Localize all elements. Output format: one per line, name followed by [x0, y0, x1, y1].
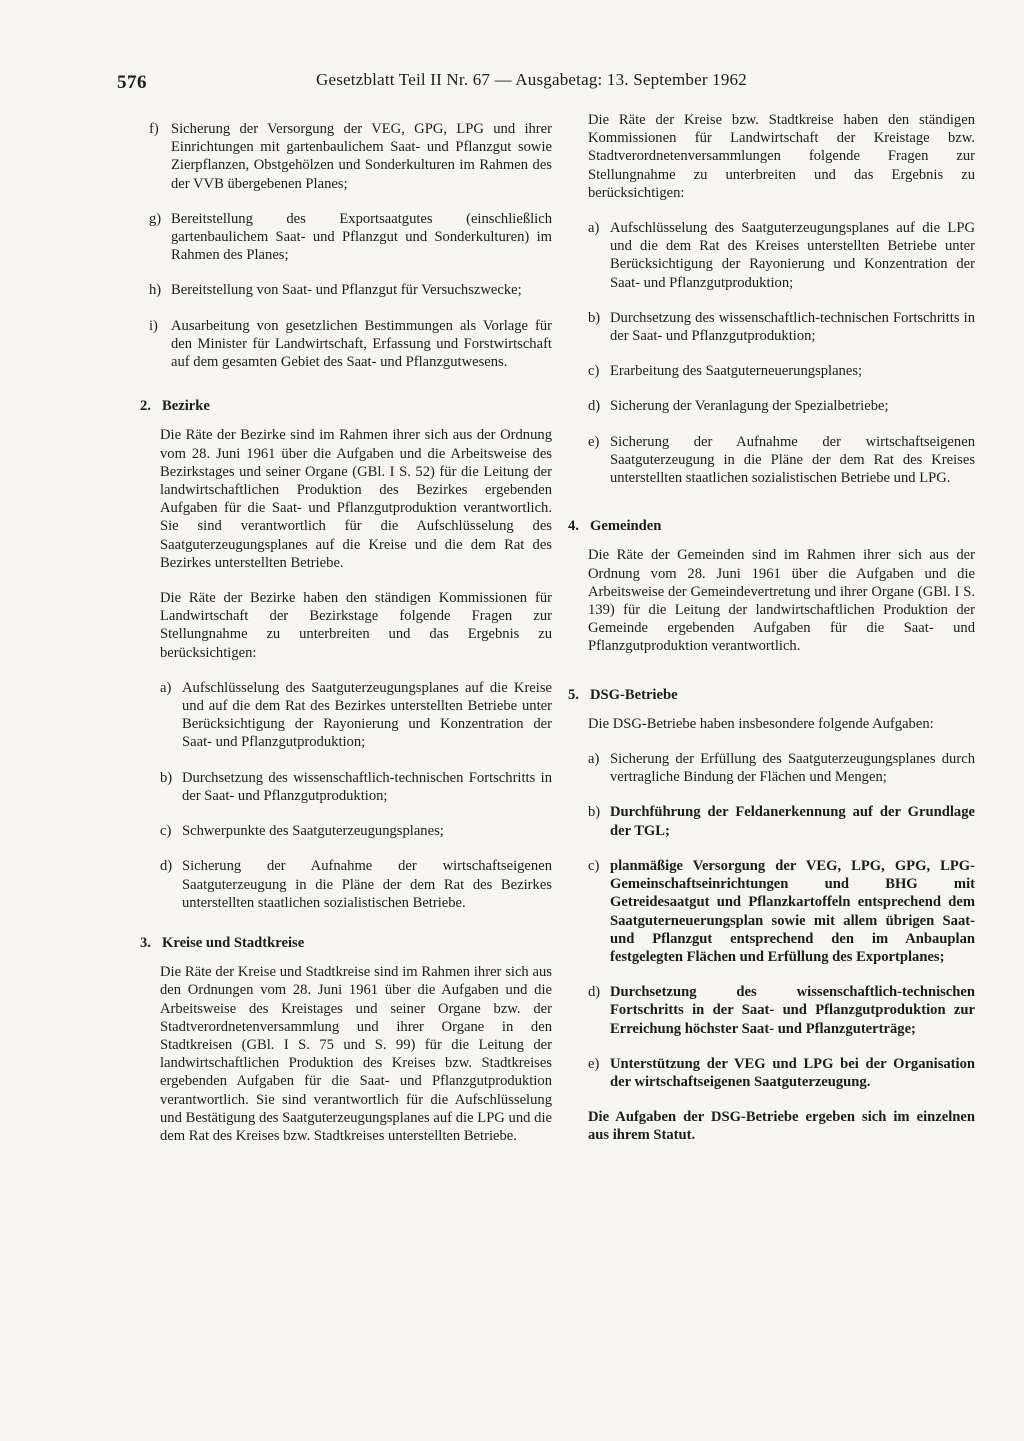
list-item [588, 750, 975, 786]
list-item [149, 317, 552, 372]
left-column [140, 120, 552, 1162]
item-text: Durchsetzung des wissenschaftlich-technischen Fortschritts in der Saat- und Pflanzgutproduktion zur Erreichung höchster Saat- und Pflanzguterträge; [610, 984, 975, 1037]
item-text: Durchsetzung des wissenschaftlich-technischen Fortschritts in der Saat- und Pflanzgutproduktion; [182, 769, 552, 804]
item-letter: f) [149, 121, 159, 137]
section-body-dsg [588, 715, 975, 1145]
item-text: Aufschlüsselung des Saatguterzeugungsplanes auf die Kreise und auf die dem Rat des Bezirkes unterstellten Betriebe unter Berücksichtigung der Rayonierung und Konzentration der Saat- und Pflanzgutproduktion; [182, 679, 552, 751]
section-heading-gemeinden [568, 517, 975, 535]
section-number: 2. [140, 398, 151, 415]
list-item [160, 769, 552, 805]
page-number: 576 [117, 72, 147, 93]
item-letter: b) [160, 769, 173, 786]
page-header: Gesetzblatt Teil II Nr. 67 — Ausgabetag: 13. September 1962 [316, 70, 747, 89]
item-text: Sicherung der Erfüllung des Saatguterzeugungsplanes durch vertragliche Bindung der Flächen und Mengen; [610, 751, 975, 786]
item-text: Erarbeitung des Saatguterneuerungsplanes; [610, 363, 863, 380]
item-letter: a) [588, 220, 600, 237]
list-item [588, 219, 975, 292]
item-text: Unterstützung der VEG und LPG bei der Organisation der wirtschaftseigenen Saatguterzeugung. [610, 1055, 975, 1090]
list-item [588, 857, 975, 966]
list-item [588, 1055, 975, 1091]
list-item [588, 397, 975, 415]
item-text: planmäßige Versorgung der VEG, LPG, GPG, LPG-Gemeinschaftseinrichtungen und BHG mit Getreidesaatgut und Pflanzkartoffeln entsprechend dem Saatguterneuerungsplan sowie mit allem übrigen Saat- und Pflanzgut entsprechend den im Anbauplan festgelegten Flächen und Erfüllung des Exportplanes; [610, 857, 975, 965]
list-item [588, 362, 975, 380]
item-letter: c) [160, 823, 172, 840]
item-letter: e) [588, 1055, 600, 1072]
item-text: Sicherung der Veranlagung der Spezialbetriebe; [610, 398, 889, 415]
list-item [588, 803, 975, 839]
item-text: Sicherung der Aufnahme der wirtschaftseigenen Saatguterzeugung in die Pläne der dem Rat des Kreises unterstellten staatlichen sozialistischen Betriebe und LPG. [610, 433, 975, 487]
paragraph: Die Räte der Kreise bzw. Stadtkreise haben den ständigen Kommissionen für Landwirtschaft der Kreistage bzw. Stadtverordnetenversammlungen folgende Fragen zur Stellungnahme zu unterbreiten und das Ergebnis zu berücksichtigen: [588, 112, 975, 201]
list-item [588, 983, 975, 1038]
paragraph: Die Räte der Gemeinden sind im Rahmen ihrer sich aus der Ordnung vom 28. Juni 1961 über die Aufgaben und die Arbeitsweise der Gemeindevertretung und ihrer Organe (GBl. I S. 139) für die Leitung der landwirtschaftlichen Produktion der Gemeinde ergebenden Aufgaben für die Saat- und Pflanzgutproduktion verantwortlich. [588, 547, 975, 655]
section-heading-bezirke [140, 397, 552, 415]
section-title: Gemeinden [590, 518, 662, 535]
section-body-gemeinden [588, 546, 975, 655]
top-items-list [149, 120, 552, 371]
item-letter: a) [160, 679, 172, 696]
item-letter: c) [588, 857, 600, 874]
paragraph: Die DSG-Betriebe haben insbesondere folgende Aufgaben: [588, 715, 934, 732]
list-item [149, 281, 552, 299]
paragraph: Die Räte der Kreise und Stadtkreise sind im Rahmen ihrer sich aus den Ordnungen vom 28. Juni 1961 über die Aufgaben und die Arbeitsweise des Kreistages und seiner Organe bzw. der Stadtverordnetenversammlung und ihrer Organe in den Stadtkreisen (GBl. I S. 75 und S. 99) für die Leitung der landwirtschaftlichen Produktion des Kreises bzw. Stadtkreises ergebenden Aufgaben für die Saat- und Pflanzgutproduktion verantwortlich. Sie sind verantwortlich für die Aufschlüsselung und Bestätigung des Saatguterzeugungsplanes auf die LPG und die dem Rat des Kreises bzw. Stadtkreises unterstellten Betriebe. [160, 964, 552, 1144]
section-title: DSG-Betriebe [590, 686, 678, 703]
right-column [568, 111, 975, 1162]
item-letter: a) [588, 751, 600, 768]
list-item [588, 309, 975, 345]
item-letter: b) [588, 309, 601, 326]
paragraph: Die Räte der Bezirke sind im Rahmen ihrer sich aus der Ordnung vom 28. Juni 1961 über die Aufgaben und die Arbeitsweise des Bezirkstages und seiner Organe (GBl. I S. 52) für die Leitung der landwirtschaftlichen Produktion des Bezirkes ergebenden Aufgaben für die Saat- und Pflanzgutproduktion verantwortlich. Sie sind verantwortlich für die Aufschlüsselung des Saatguterzeugungsplanes auf die Kreise und die dem Rat des Bezirkes unterstellten Betriebe. [160, 427, 552, 571]
item-text: Ausarbeitung von gesetzlichen Bestimmungen als Vorlage für den Minister für Landwirtschaft, Erfassung und Forstwirtschaft auf dem gesamten Gebiet des Saat- und Pflanzgutwesens. [171, 317, 552, 371]
list-item [160, 822, 552, 840]
section-number: 3. [140, 934, 151, 951]
item-letter: g) [149, 210, 162, 227]
list-item [160, 857, 552, 912]
item-letter: b) [588, 804, 601, 821]
item-letter: d) [160, 858, 173, 875]
item-letter: c) [588, 363, 600, 380]
item-text: Sicherung der Aufnahme der wirtschaftseigenen Saatguterzeugung in die Pläne der dem Rat des Bezirkes unterstellten staatlichen sozialistischen Betriebe. [182, 858, 552, 911]
closing-paragraph: Die Aufgaben der DSG-Betriebe ergeben sich im einzelnen aus ihrem Statut. [588, 1109, 975, 1144]
section-number: 4. [568, 518, 579, 535]
section-body-bezirke [160, 426, 552, 911]
item-text: Aufschlüsselung des Saatguterzeugungsplanes auf die LPG und die dem Rat des Kreises unterstellten Betriebe unter Berücksichtigung der Rayonierung und Konzentration der Saat- und Pflanzgutproduktion; [610, 220, 975, 291]
section-title: Bezirke [162, 398, 210, 415]
item-text: Durchführung der Feldanerkennung auf der Grundlage der TGL; [610, 804, 975, 839]
list-item [149, 210, 552, 265]
section-heading-kreise [140, 934, 552, 952]
item-text: Schwerpunkte des Saatguterzeugungsplanes; [182, 823, 444, 840]
section-body-kreise [160, 963, 552, 1145]
item-text: Durchsetzung des wissenschaftlich-technischen Fortschritts in der Saat- und Pflanzgutproduktion; [610, 309, 975, 345]
section-title: Kreise und Stadtkreise [162, 934, 305, 951]
right-top-block [588, 111, 975, 487]
section-heading-dsg [568, 686, 975, 704]
list-item [149, 120, 552, 193]
list-item [160, 679, 552, 752]
item-text: Sicherung der Versorgung der VEG, GPG, LPG und ihrer Einrichtungen mit gartenbaulichem Saat- und Pflanzgut sowie Zierpflanzen, Obstgehölzen und Sonderkulturen im Rahmen des der VVB übergebenen Planes; [171, 121, 552, 192]
section-number: 5. [568, 686, 579, 703]
item-letter: d) [588, 398, 601, 415]
list-item [588, 433, 975, 488]
paragraph: Die Räte der Bezirke haben den ständigen Kommissionen für Landwirtschaft der Bezirkstage folgende Fragen zur Stellungnahme zu unterbreiten und das Ergebnis zu berücksichtigen: [160, 590, 552, 661]
item-letter: i) [149, 317, 158, 334]
item-text: Bereitstellung von Saat- und Pflanzgut für Versuchszwecke; [171, 282, 522, 299]
item-letter: e) [588, 433, 600, 450]
item-text: Bereitstellung des Exportsaatgutes (einschließlich gartenbaulichem Saat- und Pflanzgut und Sonderkulturen) im Rahmen des Planes; [171, 210, 552, 264]
item-letter: h) [149, 282, 162, 299]
item-letter: d) [588, 984, 601, 1001]
